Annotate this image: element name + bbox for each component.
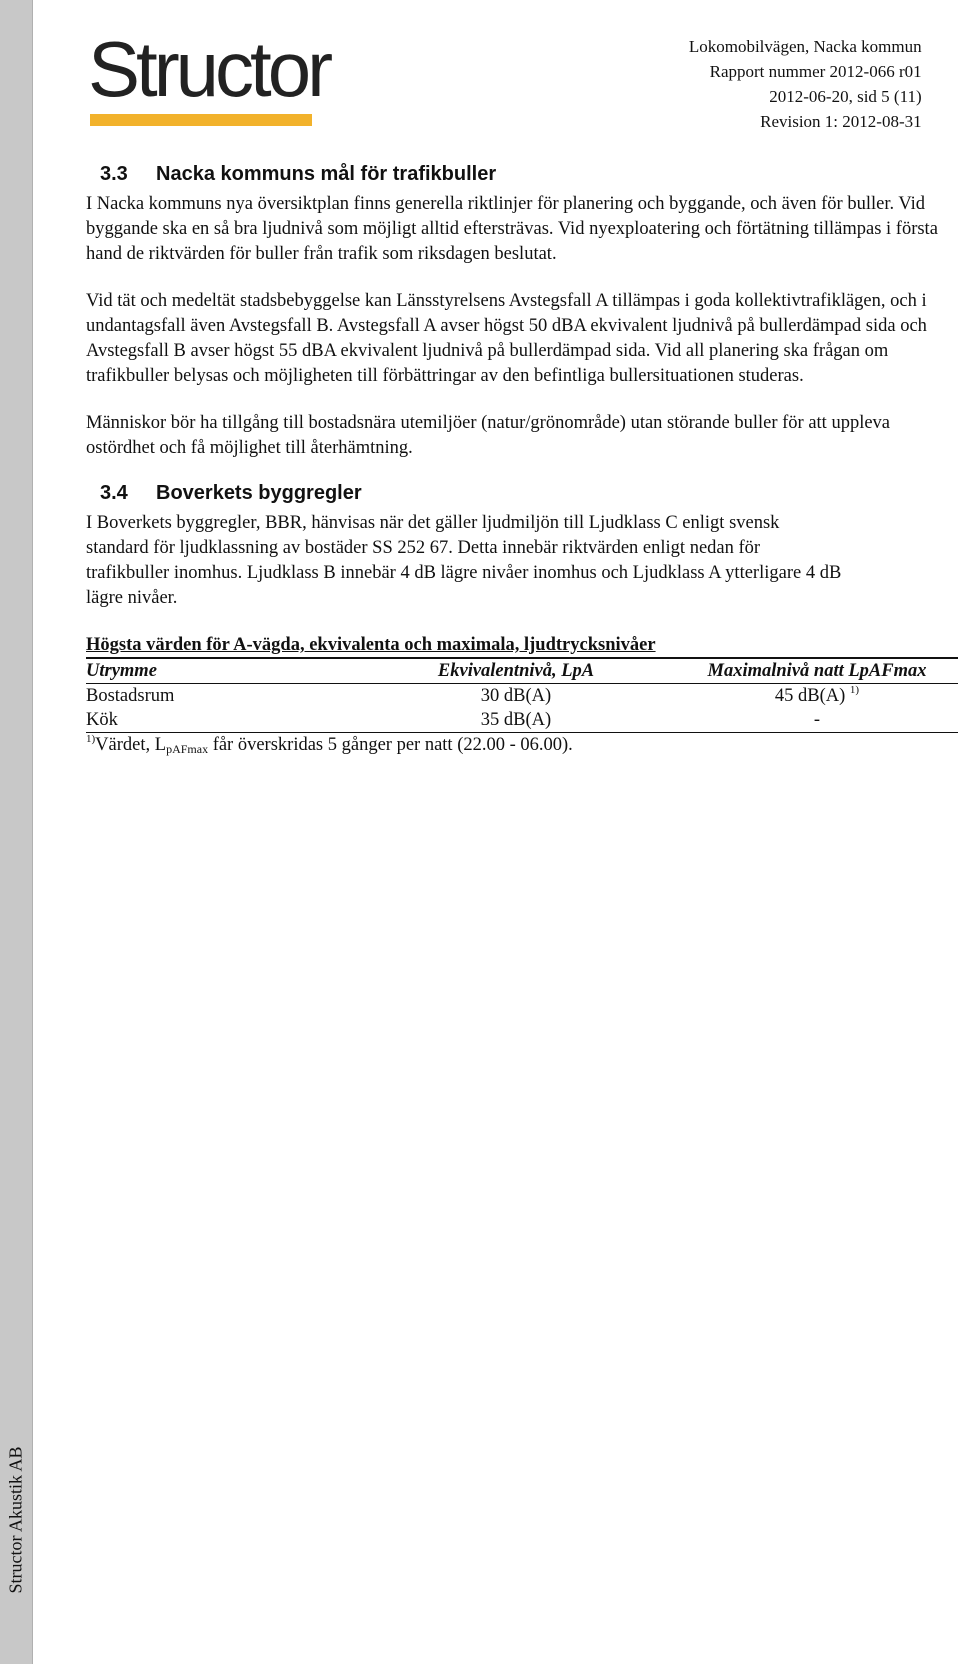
sidebar-company-name: Structor Akustik AB <box>5 1446 26 1594</box>
table-row <box>86 684 958 709</box>
sidebar-strip <box>0 0 33 1664</box>
table-footnote <box>86 733 958 757</box>
header-date-page: 2012-06-20, sid 5 (11) <box>769 87 922 106</box>
table-cell: Kök <box>86 708 376 733</box>
column-header: Utrymme <box>86 658 376 684</box>
header-location: Lokomobilvägen, Nacka kommun <box>688 37 922 56</box>
table-cell-with-note <box>656 684 958 709</box>
section-title: Boverkets byggregler <box>156 482 362 504</box>
paragraph: Människor bör ha tillgång till bostadsnära utemiljöer (natur/grönområde) utan störande buller för att uppleva ostördhet och få möjlighet till återhämtning. <box>86 413 891 458</box>
table-cell: 30 dB(A) <box>480 686 552 706</box>
section-number: 3.4 <box>100 482 128 504</box>
section-heading-3-4 <box>100 481 958 505</box>
table-cell: Bostadsrum <box>86 686 175 706</box>
logo-wordmark: Structor <box>88 25 330 113</box>
footnote-ref: 1) <box>849 684 860 696</box>
table-cell-value: 45 dB(A) <box>774 686 846 706</box>
column-header: Ekvivalentnivå, LpA <box>376 658 656 684</box>
document-body <box>86 162 958 757</box>
table-cell: 35 dB(A) <box>376 708 656 733</box>
structor-logo <box>88 25 330 120</box>
report-header-info <box>522 34 922 134</box>
footnote-mark: 1) <box>86 733 96 745</box>
header-report-number: Rapport nummer 2012-066 r01 <box>709 62 922 81</box>
paragraph: Vid tät och medeltät stadsbebyggelse kan Länsstyrelsens Avstegsfall A tillämpas i goda kollektivtrafiklägen, och i undantagsfall även Avstegsfall B. Avstegsfall A avser högst 50 dBA ekvivalent ljudnivå på bullerdämpad sida och Avstegsfall B avser högst 55 dBA ekvivalent ljudnivå på bullerdämpad sida. Vid all planering ska frågan om trafikbuller belysas och möjligheten till förbättringar av den befintliga bullersituationen studeras. <box>86 291 927 386</box>
paragraph: I Boverkets byggregler, BBR, hänvisas när det gäller ljudmiljön till Ljudklass C enligt svensk standard för ljudklassning av bostäder SS 252 67. Detta innebär riktvärden enligt nedan för trafikbuller inomhus. Ljudklass B innebär 4 dB lägre nivåer inomhus och Ljudklass A ytterligare 4 dB lägre nivåer. <box>86 513 842 608</box>
section-title: Nacka kommuns mål för trafikbuller <box>156 163 497 185</box>
noise-limits-table <box>86 657 958 733</box>
footnote-subscript: pAFmax <box>166 742 209 756</box>
paragraph: I Nacka kommuns nya översiktplan finns generella riktlinjer för planering och byggande, och även för buller. Vid byggande ska en så bra ljudnivå som möjligt alltid eftersträvas. Vid nyexploatering och förtätning tillämpas i första hand de riktvärden för buller från trafik som riksdagen beslutat. <box>86 194 938 264</box>
footnote-suffix: får överskridas 5 gånger per natt (22.00 - 06.00). <box>208 735 573 755</box>
logo-underline-bar <box>90 114 312 126</box>
table-cell: - <box>656 708 958 733</box>
section-number: 3.3 <box>100 163 128 185</box>
header-revision: Revision 1: 2012-08-31 <box>760 112 922 131</box>
column-header: Maximalnivå natt LpAFmax <box>656 658 958 684</box>
table-header-row <box>86 658 958 684</box>
table-row <box>86 708 958 733</box>
table-caption: Högsta värden för A-vägda, ekvivalenta och maximala, ljudtrycksnivåer <box>86 635 656 655</box>
section-heading-3-3 <box>100 162 958 186</box>
footnote-prefix: Värdet, L <box>95 735 167 755</box>
